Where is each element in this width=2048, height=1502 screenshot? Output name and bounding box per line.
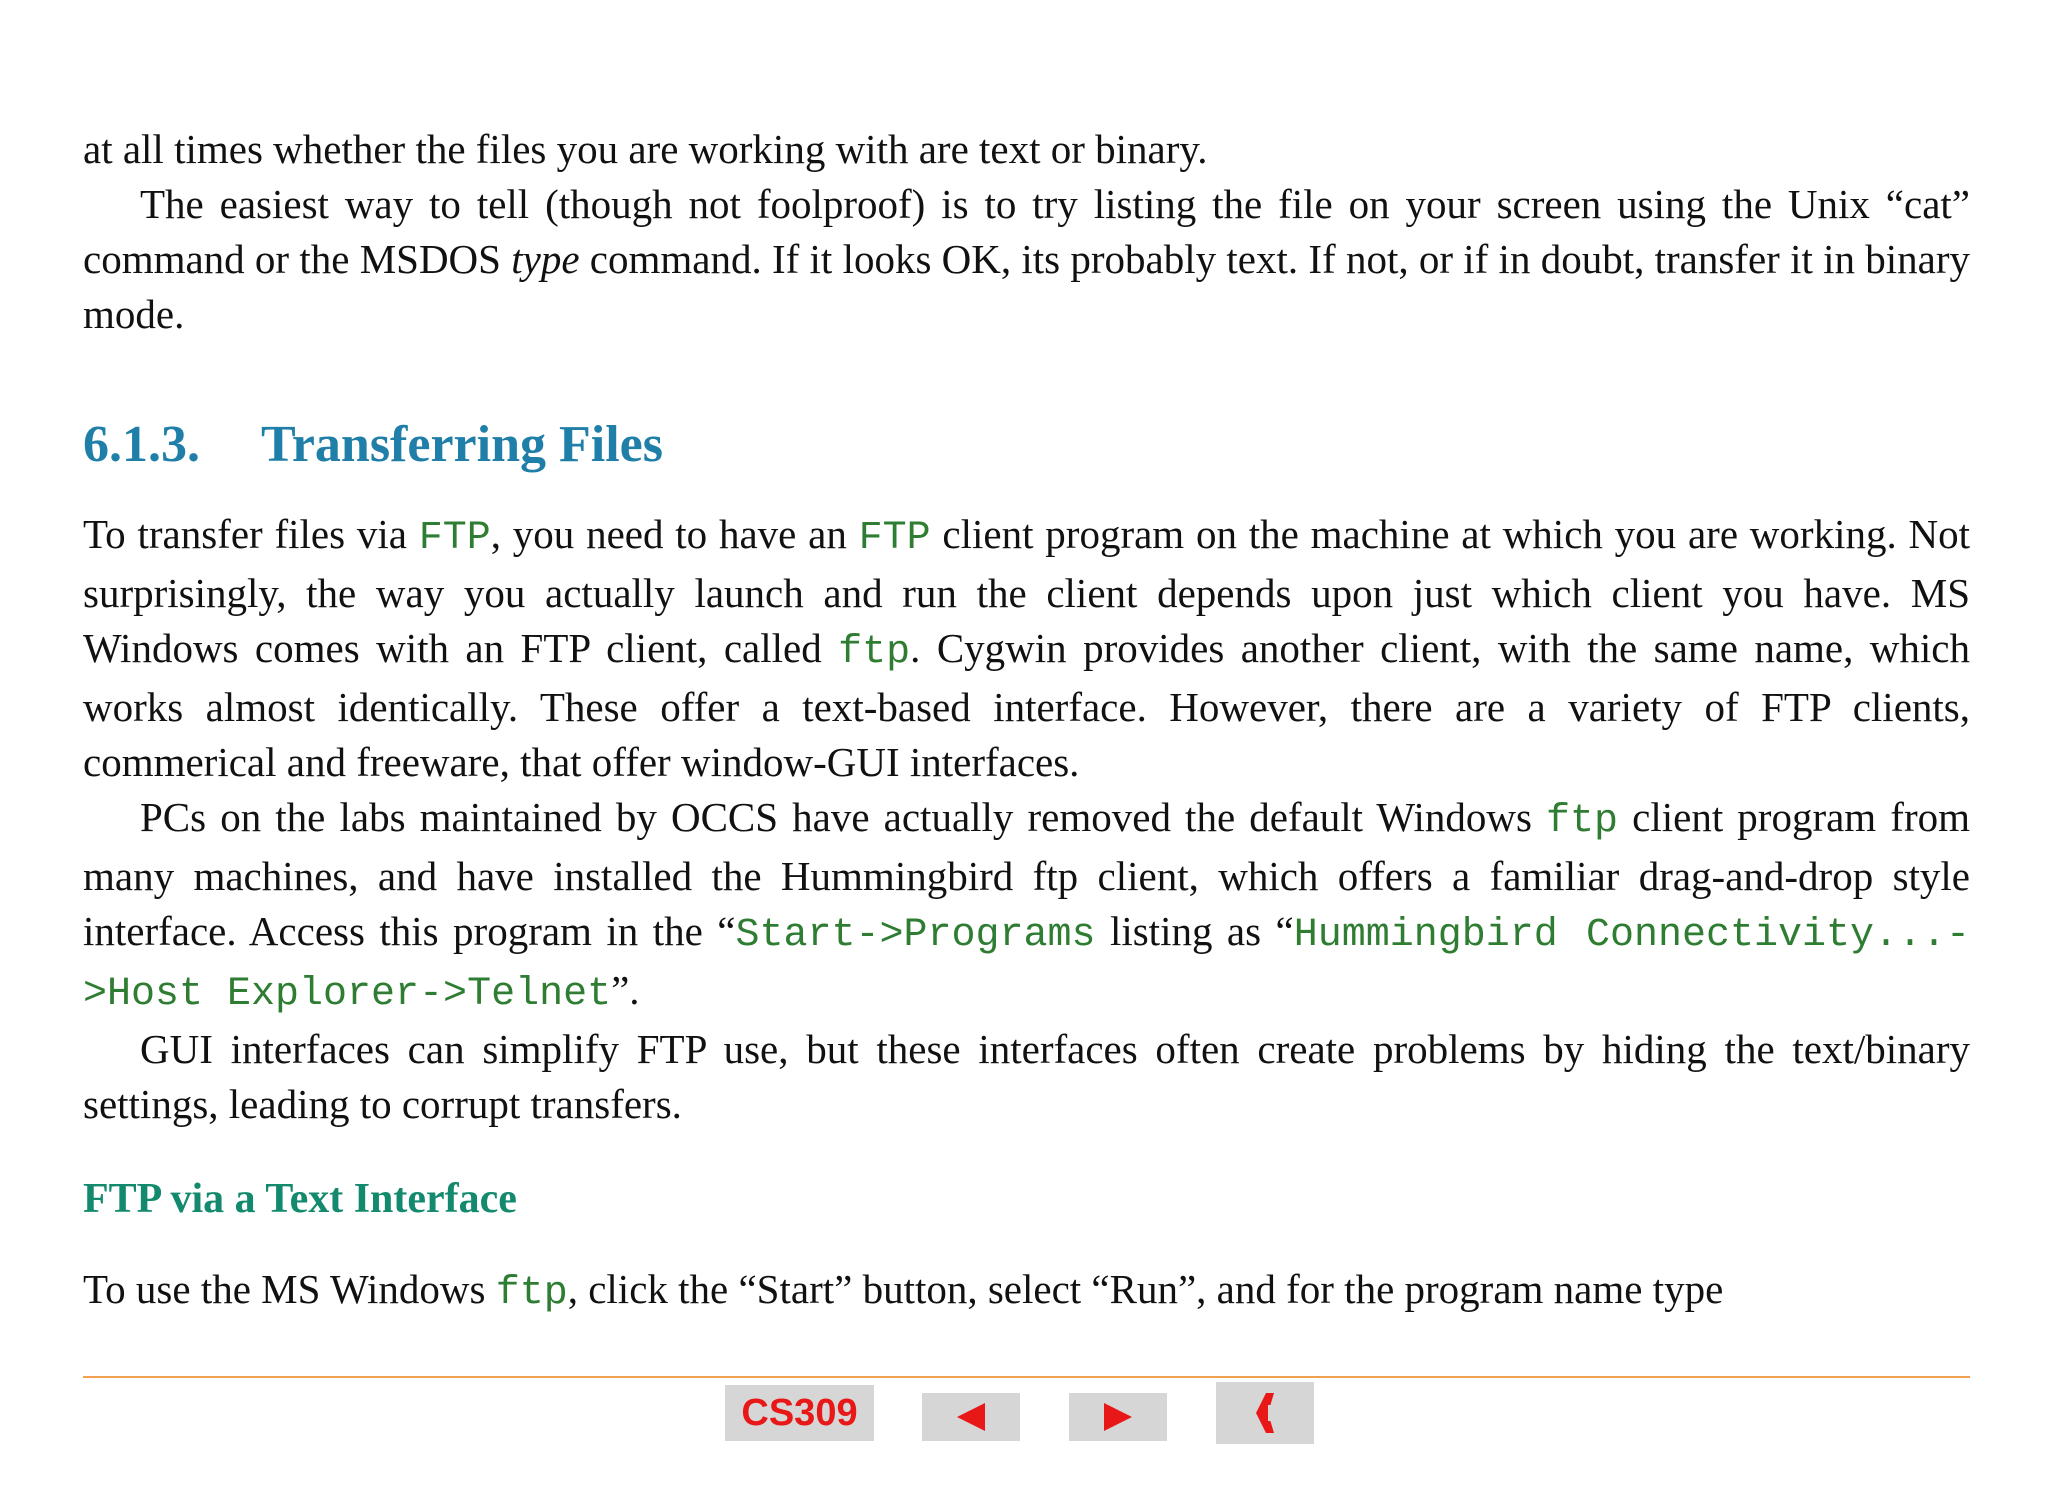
code-ftp-5: ftp (495, 1271, 568, 1316)
body-text: , click the “Start” button, select “Run”, and for the program name type (567, 1266, 1724, 1312)
intro-line-text: at all times whether the files you are working with are text or binary. (83, 126, 1208, 172)
last-block (83, 1262, 1970, 1321)
previous-page-button[interactable] (922, 1393, 1020, 1441)
body-paragraph-3 (83, 1022, 1970, 1132)
back-arrow-icon (1250, 1391, 1280, 1435)
type-command-italic: type (511, 236, 580, 282)
section-title-text: Transferring Files (261, 416, 663, 473)
section-heading (83, 415, 663, 474)
body-text: To transfer files via (83, 511, 419, 557)
body-text: client program on the machine at which you are working. Not surprisingly, the way you actually launch and run the client depends upon just which client you have. MS Windows comes with an FTP client, called (83, 511, 1971, 671)
body-paragraph-2 (83, 790, 1970, 1022)
code-hummingbird-path: Hummingbird Connectivity...->Host Explorer->Telnet (83, 913, 1971, 1017)
intro-paragraph-text: The easiest way to tell (though not foolproof) is to try listing the file on your screen using the Unix “cat” command or the MSDOS (83, 181, 1970, 282)
code-ftp-1: FTP (418, 516, 491, 561)
last-paragraph (83, 1262, 1970, 1321)
body-text: client program from many machines, and have installed the Hummingbird ftp client, which offers a familiar drag-and-drop style interface. Access this program in the “ (83, 794, 1970, 954)
body-text: GUI interfaces can simplify FTP use, but these interfaces often create problems by hiding the text/binary settings, leading to corrupt transfers. (83, 1026, 1970, 1127)
body-text: ”. (611, 967, 640, 1013)
body-text: PCs on the labs maintained by OCCS have actually removed the default Windows (140, 794, 1547, 840)
body-text: , you need to have an (490, 511, 859, 557)
section-number: 6.1.3. (83, 416, 200, 473)
left-triangle-icon (957, 1403, 985, 1431)
course-home-button[interactable] (725, 1385, 874, 1441)
code-ftp-3: ftp (838, 630, 911, 675)
intro-paragraph (83, 177, 1970, 342)
intro-paragraph-text-end: command. If it looks OK, its probably text. If not, or if in doubt, transfer it in binary mode. (83, 236, 1970, 337)
back-button[interactable] (1216, 1382, 1314, 1444)
code-ftp-2: FTP (858, 516, 931, 561)
body-text: To use the MS Windows (83, 1266, 496, 1312)
body-block (83, 507, 1970, 1132)
subsection-heading: FTP via a Text Interface (83, 1176, 517, 1222)
intro-line (83, 122, 1970, 177)
code-start-programs: Start->Programs (735, 913, 1096, 958)
body-text: . Cygwin provides another client, with the same name, which works almost identically. These offer a text-based interface. However, there are a variety of FTP clients, commerical and freeware, that offer window-GUI interfaces. (83, 625, 1970, 785)
code-ftp-4: ftp (1546, 799, 1619, 844)
next-page-button[interactable] (1069, 1393, 1167, 1441)
body-paragraph-1 (83, 507, 1970, 790)
right-triangle-icon (1104, 1403, 1132, 1431)
intro-block (83, 122, 1970, 342)
body-text: listing as “ (1095, 908, 1294, 954)
course-label: CS309 (741, 1391, 858, 1434)
footer-divider (83, 1376, 1970, 1378)
